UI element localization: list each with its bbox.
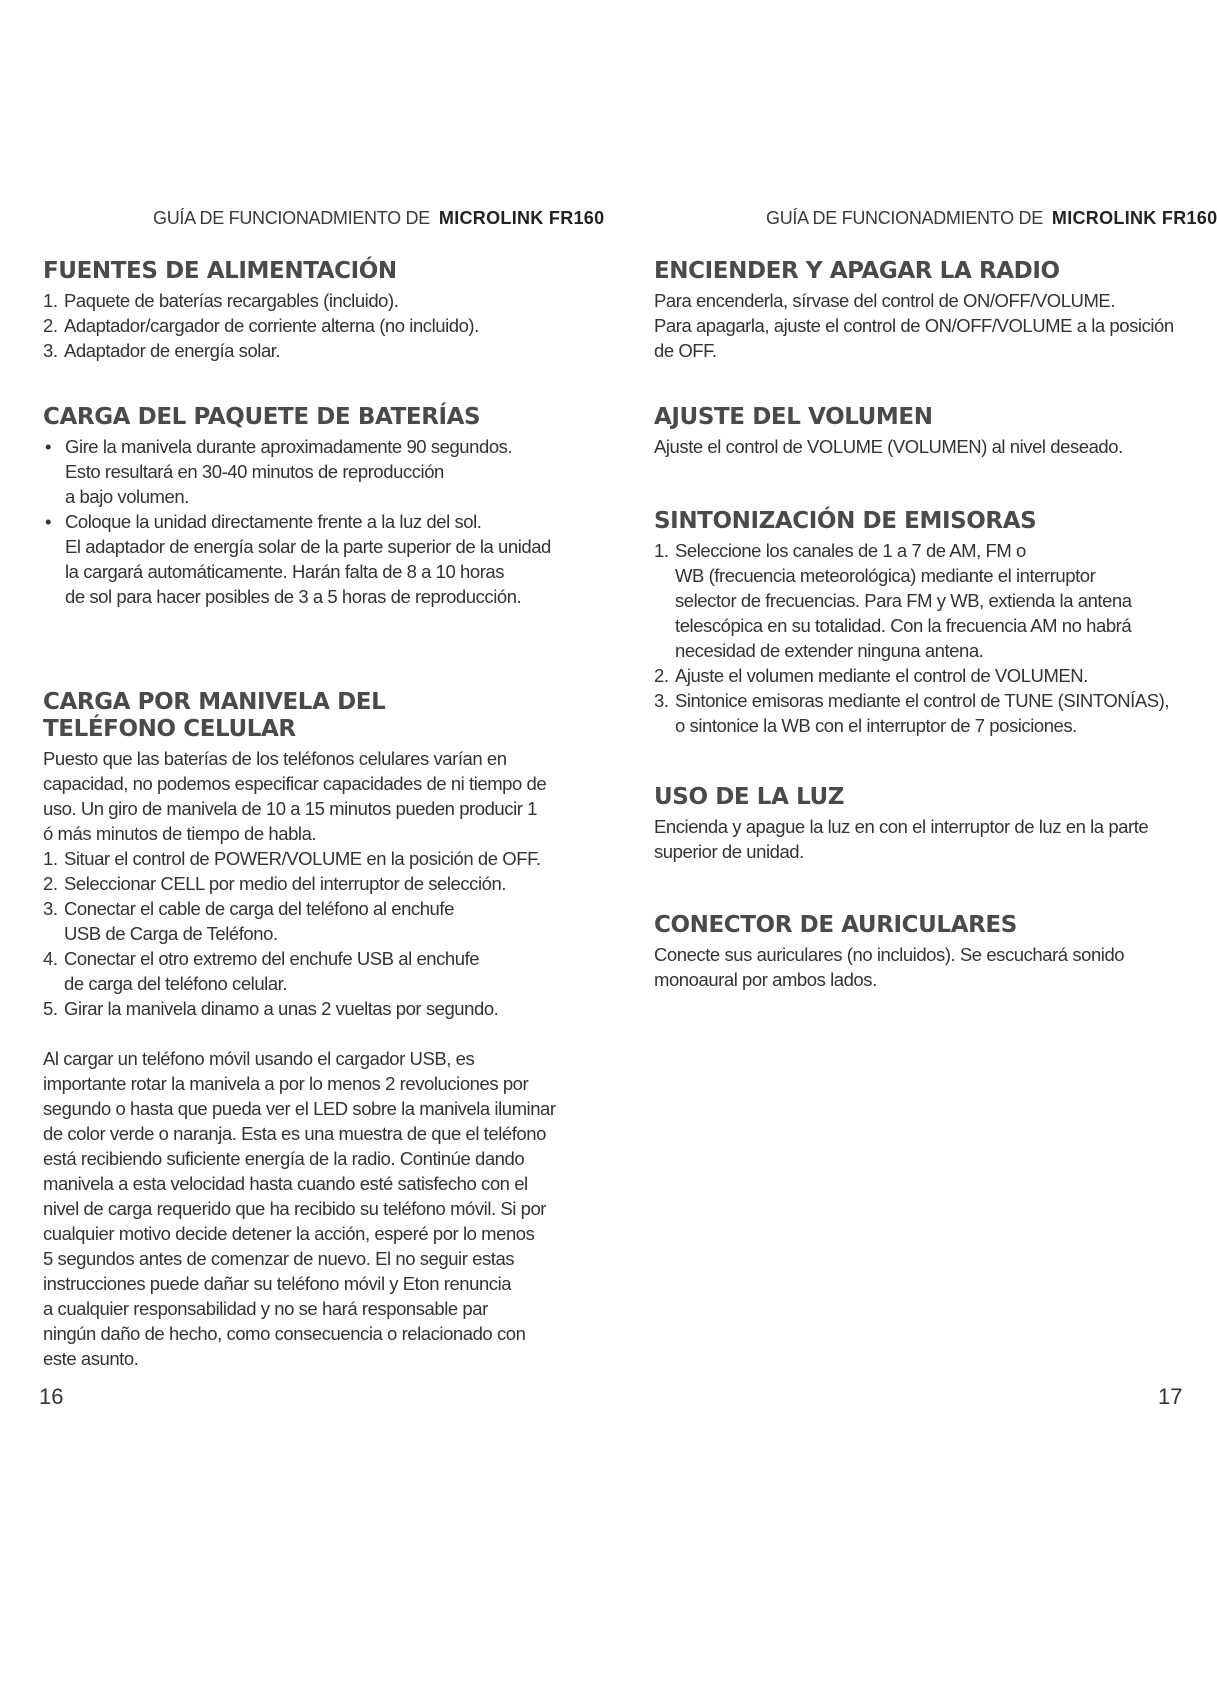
item-number: 3. (43, 340, 58, 361)
item-text: Paquete de baterías recargables (incluido). (64, 290, 399, 311)
paragraph-line: Puesto que las baterías de los teléfonos celulares varían en (43, 748, 507, 769)
item-line: Conectar el cable de carga del teléfono al enchufe (64, 898, 454, 919)
paragraph-line: manivela a esta velocidad hasta cuando esté satisfecho con el (43, 1173, 528, 1194)
list-item (43, 288, 573, 313)
paragraph (654, 288, 1184, 363)
list-item (43, 338, 573, 363)
paragraph-line: segundo o hasta que pueda ver el LED sobre la manivela iluminar (43, 1098, 556, 1119)
paragraph-line: 5 segundos antes de comenzar de nuevo. El no seguir estas (43, 1248, 515, 1269)
paragraph-line: nivel de carga requerido que ha recibido su teléfono móvil. Si por (43, 1198, 547, 1219)
item-line: a bajo volumen. (65, 486, 189, 507)
warning-paragraph (43, 1046, 573, 1371)
bullet: • (45, 436, 52, 457)
section-volume (654, 404, 1184, 459)
item-line: Seleccione los canales de 1 a 7 de AM, FM o (675, 540, 1026, 561)
item-line: WB (frecuencia meteorológica) mediante el interruptor (675, 565, 1096, 586)
list-item (654, 688, 1184, 738)
item-line: USB de Carga de Teléfono. (64, 923, 278, 944)
paragraph-line: Conecte sus auriculares (no incluidos). Se escuchará sonido (654, 944, 1125, 965)
header-prefix: GUÍA DE FUNCIONADMIENTO DE (766, 208, 1043, 228)
list-item (43, 434, 573, 509)
paragraph-line: de OFF. (654, 340, 717, 361)
section-title: AJUSTE DEL VOLUMEN (654, 404, 933, 430)
item-number: 3. (654, 690, 669, 711)
item-line: Seleccionar CELL por medio del interruptor de selección. (64, 873, 507, 894)
paragraph (654, 434, 1184, 459)
list-item (654, 663, 1184, 688)
section-light (654, 784, 1184, 864)
page-number-left: 16 (39, 1384, 64, 1409)
item-text: Adaptador/cargador de corriente alterna (no incluido). (64, 315, 479, 336)
header-model: MICROLINK FR160 (1051, 208, 1217, 228)
paragraph-line: a cualquier responsabilidad y no se hará responsable par (43, 1298, 488, 1319)
paragraph-line: uso. Un giro de manivela de 10 a 15 minutos pueden producir 1 (43, 798, 537, 819)
title-line: TELÉFONO CELULAR (43, 716, 296, 742)
item-line: la cargará automáticamente. Harán falta de 8 a 10 horas (65, 561, 505, 582)
paragraph-line: ó más minutos de tiempo de habla. (43, 823, 317, 844)
intro-paragraph (43, 746, 573, 846)
paragraph-line: ningún daño de hecho, como consecuencia o relacionado con (43, 1323, 526, 1344)
item-number: 2. (43, 315, 58, 336)
list-item (43, 509, 573, 609)
section-title: ENCIENDER Y APAGAR LA RADIO (654, 258, 1060, 284)
title-line: CARGA POR MANIVELA DEL (43, 689, 386, 715)
section-battery-charge (43, 404, 573, 609)
item-line: telescópica en su totalidad. Con la frecuencia AM no habrá (675, 615, 1132, 636)
item-number: 2. (654, 665, 669, 686)
item-text: Adaptador de energía solar. (64, 340, 281, 361)
numbered-steps (654, 538, 1184, 738)
header-model: MICROLINK FR160 (438, 208, 605, 228)
running-header-right (766, 208, 1217, 229)
item-line: Ajuste el volumen mediante el control de VOLUMEN. (675, 665, 1088, 686)
item-line: selector de frecuencias. Para FM y WB, extienda la antena (675, 590, 1132, 611)
item-line: Coloque la unidad directamente frente a la luz del sol. (65, 511, 482, 532)
paragraph-line: de color verde o naranja. Esta es una muestra de que el teléfono (43, 1123, 546, 1144)
section-title: SINTONIZACIÓN DE EMISORAS (654, 508, 1037, 534)
item-line: Conectar el otro extremo del enchufe USB al enchufe (64, 948, 480, 969)
paragraph-line: Ajuste el control de VOLUME (VOLUMEN) al nivel deseado. (654, 436, 1123, 457)
paragraph-line: monoaural por ambos lados. (654, 969, 877, 990)
paragraph (654, 942, 1184, 992)
section-title (43, 689, 573, 743)
item-line: necesidad de extender ninguna antena. (675, 640, 984, 661)
list-item (43, 313, 573, 338)
paragraph-line: superior de unidad. (654, 841, 804, 862)
section-title: CONECTOR DE AURICULARES (654, 912, 1017, 938)
item-number: 5. (43, 998, 58, 1019)
section-title: CARGA DEL PAQUETE DE BATERÍAS (43, 404, 481, 430)
item-number: 4. (43, 948, 58, 969)
paragraph-line: Al cargar un teléfono móvil usando el cargador USB, es (43, 1048, 475, 1069)
bullet: • (45, 511, 52, 532)
paragraph-line: Para apagarla, ajuste el control de ON/OFF/VOLUME a la posición (654, 315, 1174, 336)
list-item (43, 896, 573, 946)
list-item (43, 946, 573, 996)
header-prefix: GUÍA DE FUNCIONADMIENTO DE (153, 208, 430, 228)
paragraph-line: este asunto. (43, 1348, 139, 1369)
running-header-left (153, 208, 604, 229)
item-line: de carga del teléfono celular. (64, 973, 288, 994)
item-number: 3. (43, 898, 58, 919)
section-tuning (654, 508, 1184, 738)
paragraph-line: Encienda y apague la luz en con el interruptor de luz en la parte (654, 816, 1149, 837)
item-line: de sol para hacer posibles de 3 a 5 horas de reproducción. (65, 586, 522, 607)
paragraph-line: está recibiendo suficiente energía de la radio. Continúe dando (43, 1148, 525, 1169)
paragraph-line: cualquier motivo decide detener la acción, esperé por lo menos (43, 1223, 535, 1244)
section-title: FUENTES DE ALIMENTACIÓN (43, 258, 397, 284)
section-power-sources (43, 258, 573, 363)
section-title: USO DE LA LUZ (654, 784, 845, 810)
paragraph-line: Para encenderla, sírvase del control de ON/OFF/VOLUME. (654, 290, 1116, 311)
list-item (43, 996, 573, 1021)
item-number: 1. (43, 848, 58, 869)
paragraph-line: importante rotar la manivela a por lo menos 2 revoluciones por (43, 1073, 529, 1094)
section-crank-phone (43, 689, 573, 1371)
item-line: Situar el control de POWER/VOLUME en la posición de OFF. (64, 848, 541, 869)
item-line: o sintonice la WB con el interruptor de 7 posiciones. (675, 715, 1077, 736)
paragraph-line: instrucciones puede dañar su teléfono móvil y Eton renuncia (43, 1273, 512, 1294)
list-item (43, 871, 573, 896)
item-number: 1. (654, 540, 669, 561)
list-item (654, 538, 1184, 663)
item-line: Gire la manivela durante aproximadamente 90 segundos. (65, 436, 513, 457)
numbered-steps (43, 846, 573, 1021)
item-line: Esto resultará en 30-40 minutos de reproducción (65, 461, 444, 482)
item-line: El adaptador de energía solar de la parte superior de la unidad (65, 536, 551, 557)
bullet-list (43, 434, 573, 609)
item-number: 1. (43, 290, 58, 311)
list-item (43, 846, 573, 871)
paragraph-line: capacidad, no podemos especificar capacidades de ni tiempo de (43, 773, 547, 794)
paragraph (654, 814, 1184, 864)
page-number-right: 17 (1158, 1384, 1183, 1409)
section-power-onoff (654, 258, 1184, 363)
item-line: Girar la manivela dinamo a unas 2 vueltas por segundo. (64, 998, 499, 1019)
item-line: Sintonice emisoras mediante el control de TUNE (SINTONÍAS), (675, 690, 1170, 711)
numbered-list (43, 288, 573, 363)
section-headphones (654, 912, 1184, 992)
item-number: 2. (43, 873, 58, 894)
